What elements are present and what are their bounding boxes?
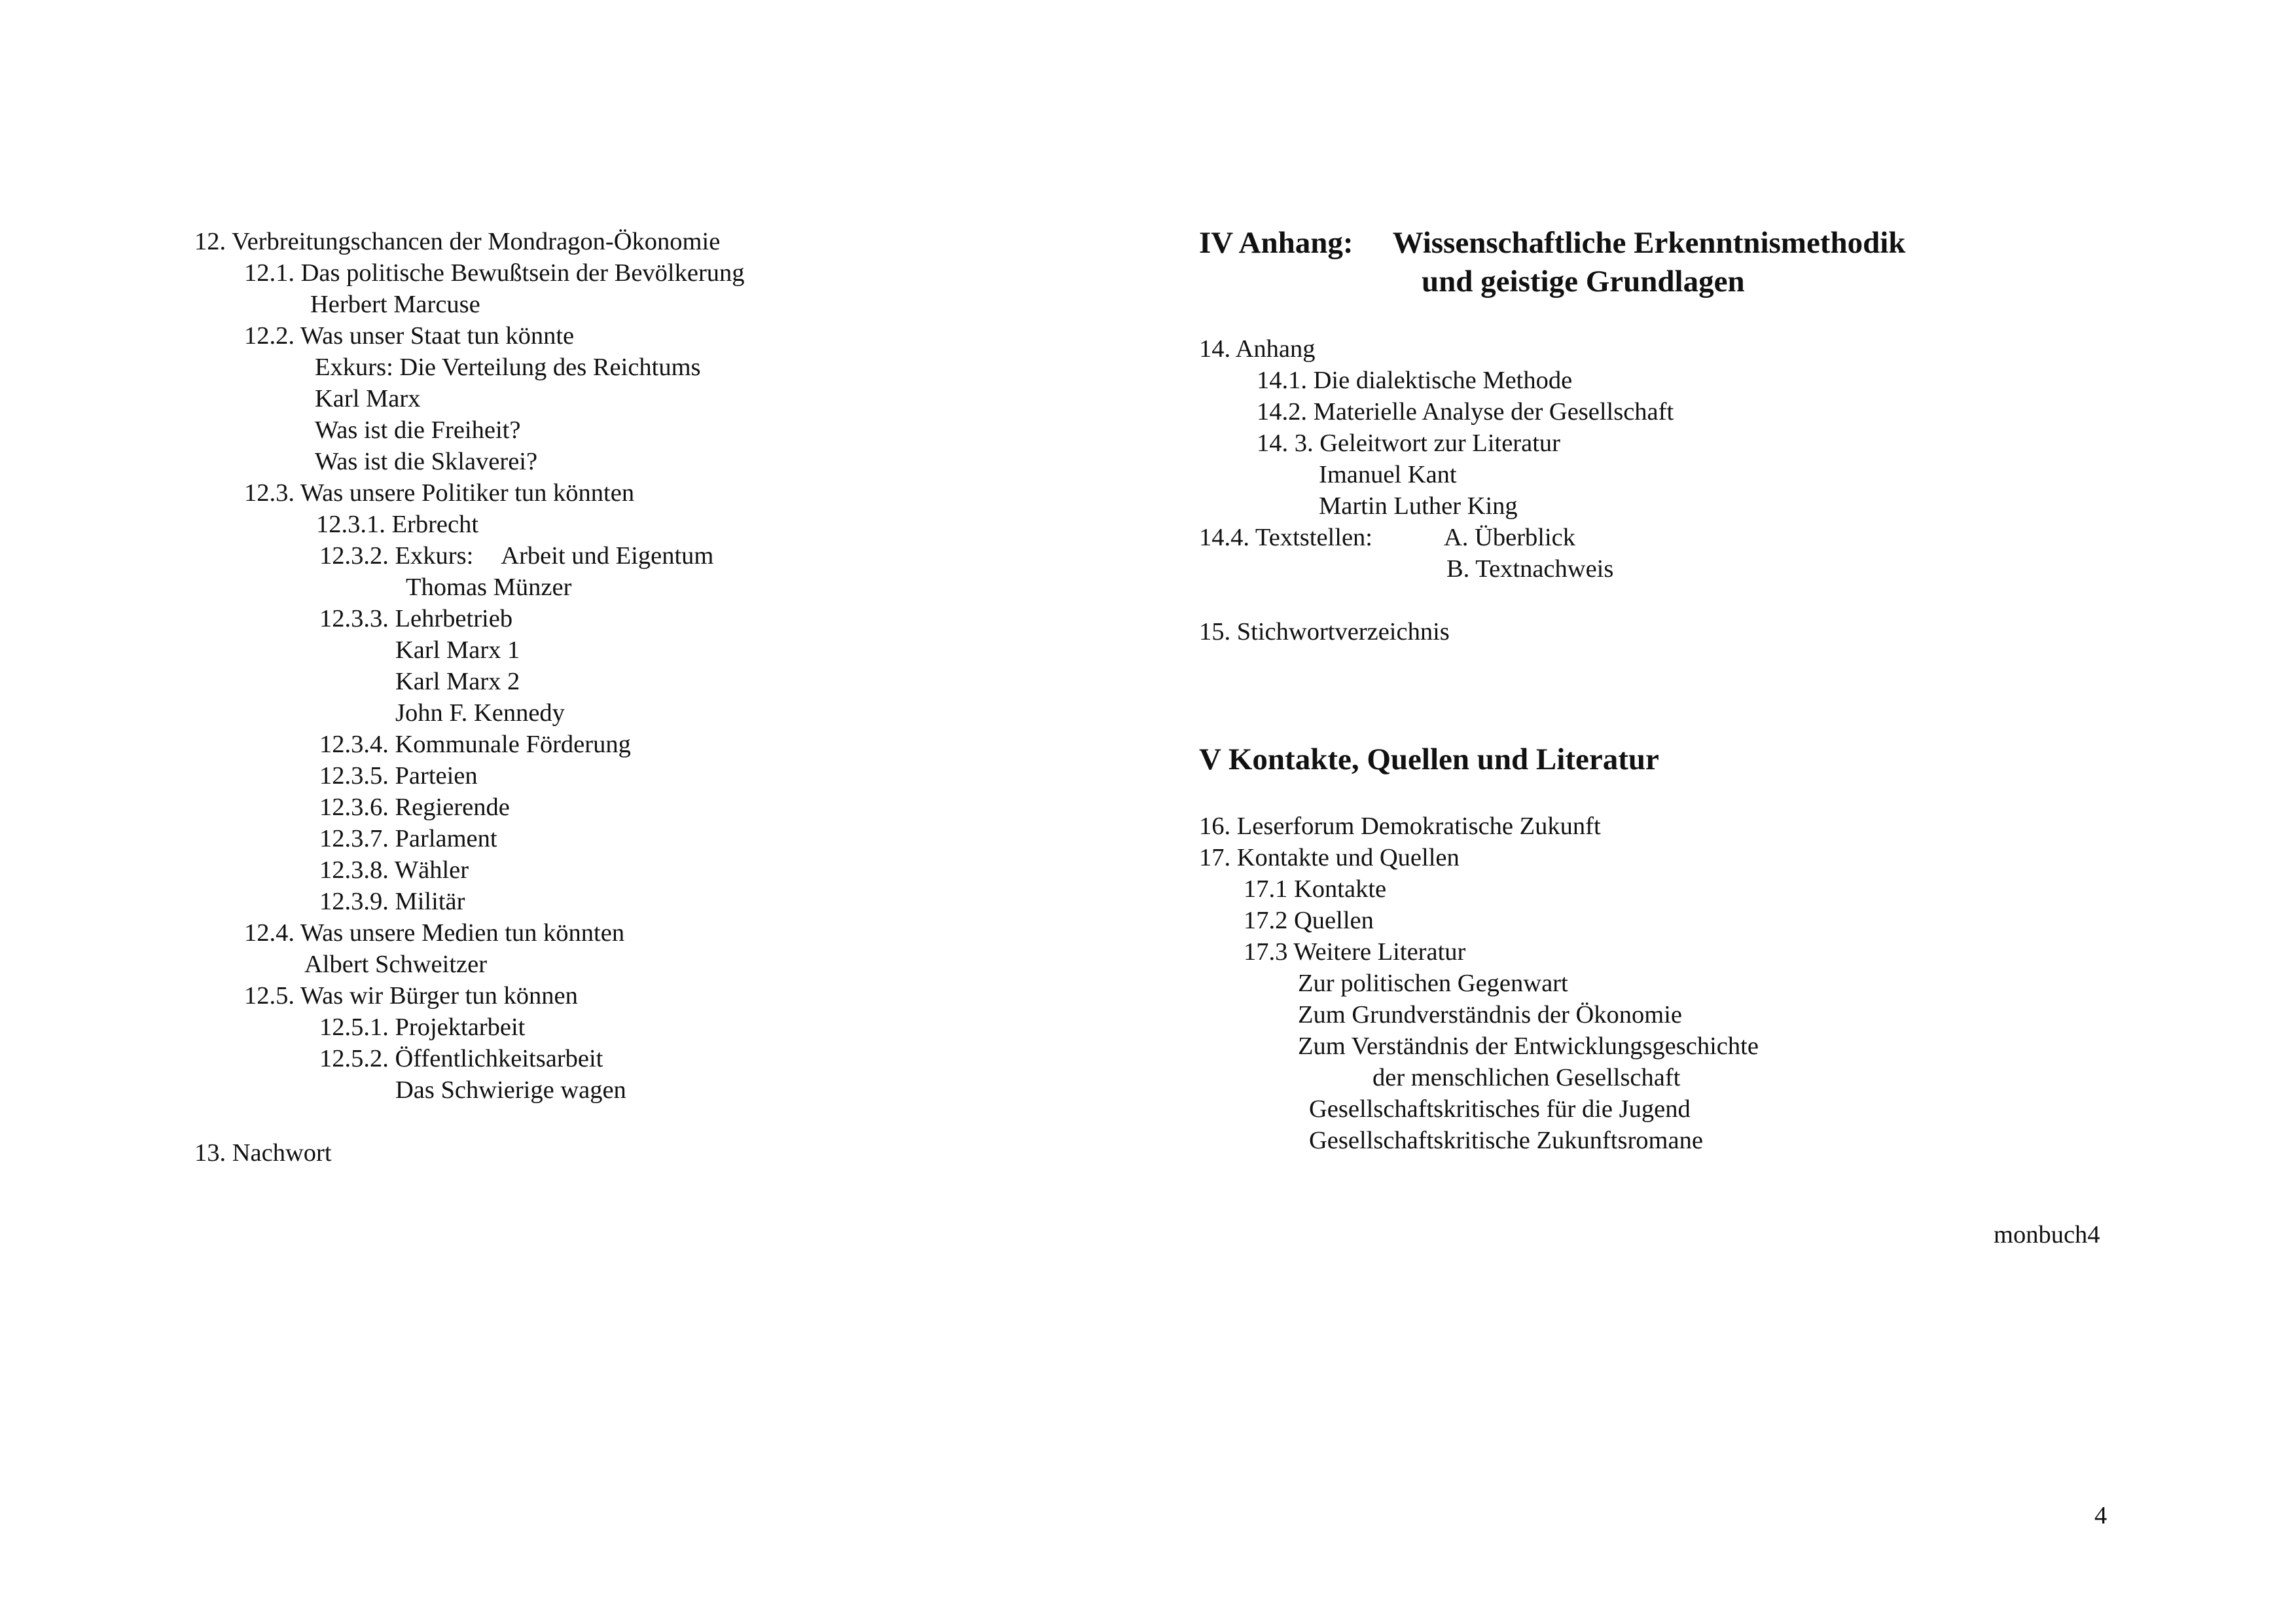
toc-subentry-marx-2: Karl Marx 2 (395, 668, 520, 695)
toc-subentry-schweitzer: Albert Schweitzer (304, 951, 488, 978)
toc-subentry-entwicklung: Zum Verständnis der Entwicklungsgeschichte (1298, 1032, 1759, 1060)
toc-subentry-ueberblick: A. Überblick (1444, 524, 1575, 551)
toc-entry-14: 14. Anhang (1199, 335, 1316, 363)
toc-entry-12-4: 12.4. Was unsere Medien tun könnten (244, 919, 625, 947)
toc-subentry-zukunftsromane: Gesellschaftskritische Zukunftsromane (1309, 1127, 1703, 1154)
toc-subentry-exkurs-reichtum: Exkurs: Die Verteilung des Reichtums (315, 354, 701, 381)
toc-subentry-marcuse: Herbert Marcuse (310, 291, 480, 318)
toc-subentry-gegenwart: Zur politischen Gegenwart (1298, 970, 1568, 997)
toc-subentry-oekonomie: Zum Grundverständnis der Ökonomie (1298, 1001, 1683, 1029)
toc-entry-12: 12. Verbreitungschancen der Mondragon-Ökonomie (194, 228, 721, 255)
toc-subentry-king: Martin Luther King (1319, 492, 1518, 520)
toc-entry-12-3-5: 12.3.5. Parteien (319, 762, 478, 790)
toc-entry-12-2: 12.2. Was unser Staat tun könnte (244, 322, 575, 350)
toc-entry-13: 13. Nachwort (194, 1139, 332, 1167)
toc-entry-12-5-2: 12.5.2. Öffentlichkeitsarbeit (319, 1045, 603, 1072)
toc-entry-14-2: 14.2. Materielle Analyse der Gesellschaft (1257, 398, 1674, 426)
toc-entry-17: 17. Kontakte und Quellen (1199, 844, 1460, 871)
toc-entry-17-1: 17.1 Kontakte (1244, 875, 1387, 903)
toc-entry-17-2: 17.2 Quellen (1244, 907, 1374, 934)
toc-entry-12-3-3: 12.3.3. Lehrbetrieb (319, 605, 513, 632)
toc-entry-12-3-2 (319, 540, 713, 572)
toc-subentry-jugend: Gesellschaftskritisches für die Jugend (1309, 1095, 1691, 1123)
toc-subentry-muenzer: Thomas Münzer (406, 574, 572, 601)
part-iv-heading (1199, 224, 1905, 262)
toc-subentry-kant: Imanuel Kant (1319, 461, 1457, 488)
toc-subentry-sklaverei: Was ist die Sklaverei? (315, 448, 538, 475)
toc-subentry-freiheit: Was ist die Freiheit? (315, 416, 521, 444)
toc-entry-12-3-2-label: 12.3.2. Exkurs: (319, 542, 474, 570)
toc-subentry-kennedy: John F. Kennedy (395, 699, 565, 727)
toc-entry-12-3-1: 12.3.1. Erbrecht (316, 511, 479, 538)
toc-entry-16: 16. Leserforum Demokratische Zukunft (1199, 812, 1601, 840)
part-iv-title-line-1: Wissenschaftliche Erkenntnismethodik (1392, 226, 1906, 260)
toc-entry-12-5: 12.5. Was wir Bürger tun können (244, 982, 578, 1010)
toc-entry-14-3: 14. 3. Geleitwort zur Literatur (1257, 429, 1560, 457)
toc-entry-14-4: 14.4. Textstellen: (1199, 524, 1372, 551)
toc-subentry-schwierige: Das Schwierige wagen (395, 1076, 626, 1104)
toc-entry-12-3-2-text: Arbeit und Eigentum (501, 542, 714, 570)
part-v-heading: V Kontakte, Quellen und Literatur (1199, 742, 1659, 776)
document-id: monbuch4 (1994, 1221, 2100, 1249)
part-iv-label: IV Anhang: (1199, 226, 1354, 260)
toc-entry-12-1: 12.1. Das politische Bewußtsein der Bevölkerung (244, 259, 745, 287)
toc-entry-12-3-9: 12.3.9. Militär (319, 888, 465, 915)
toc-entry-14-1: 14.1. Die dialektische Methode (1257, 367, 1573, 394)
toc-entry-12-3-4: 12.3.4. Kommunale Förderung (319, 731, 631, 758)
toc-entry-12-3-7: 12.3.7. Parlament (319, 825, 497, 852)
toc-entry-12-5-1: 12.5.1. Projektarbeit (319, 1013, 526, 1041)
toc-entry-15: 15. Stichwortverzeichnis (1199, 618, 1450, 646)
page-number: 4 (2094, 1502, 2108, 1529)
toc-entry-12-3: 12.3. Was unsere Politiker tun könnten (244, 479, 635, 507)
toc-subentry-entwicklung-cont: der menschlichen Gesellschaft (1372, 1064, 1681, 1091)
toc-subentry-textnachweis: B. Textnachweis (1446, 555, 1614, 583)
toc-subentry-karl-marx: Karl Marx (315, 385, 421, 412)
toc-subentry-marx-1: Karl Marx 1 (395, 636, 520, 664)
toc-entry-17-3: 17.3 Weitere Literatur (1244, 938, 1466, 966)
toc-entry-12-3-6: 12.3.6. Regierende (319, 793, 510, 821)
part-iv-title-line-2: und geistige Grundlagen (1422, 264, 1745, 299)
toc-entry-12-3-8: 12.3.8. Wähler (319, 856, 469, 884)
